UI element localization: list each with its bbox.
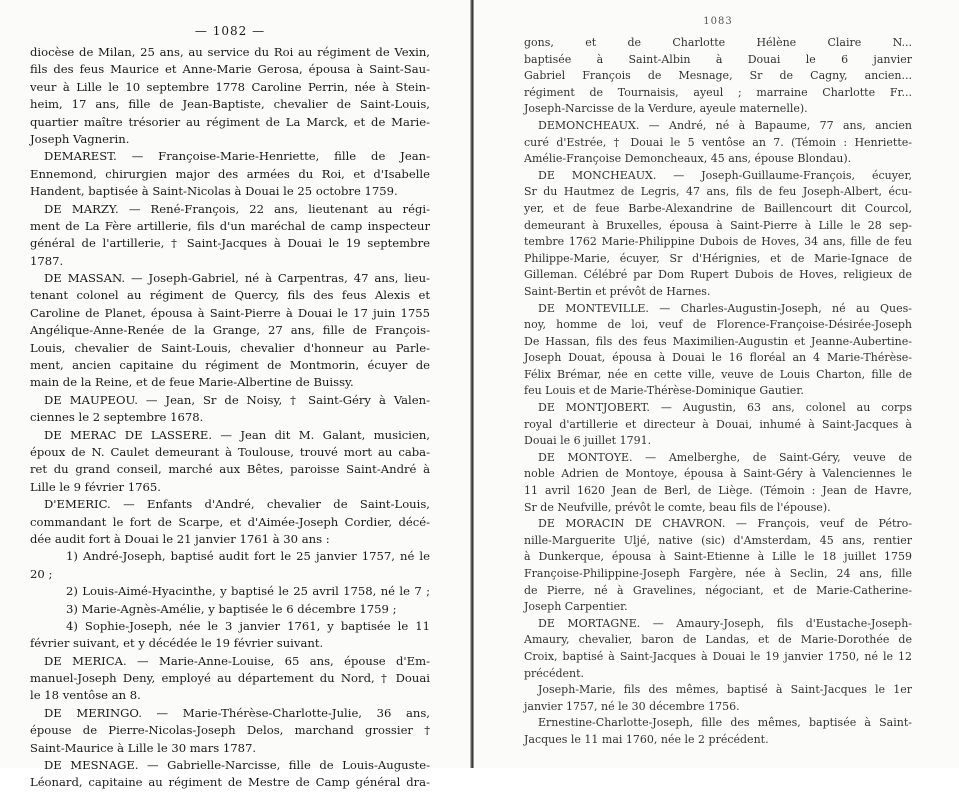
text-line: DE MONCHEAUX. — Joseph-Guillaume-François, écuyer, [538,168,912,182]
text-line: Angélique-Anne-Renée de la Grange, 27 ans, fille de François- [30,323,430,338]
text-line: diocèse de Milan, 25 ans, au service du Roi au régiment de Vexin, [30,45,430,59]
text-line: ret du grand conseil, marché aux Bêtes, paroisse Saint-André à [30,462,430,477]
text-line: Joseph-Narcisse de la Verdure, ayeule maternelle). [524,102,808,116]
text-line: Gilleman. Célébré par Dom Rupert Dubois de Hoves, religieux de [524,268,912,282]
text-line: ment, ancien capitaine du régiment de Montmorin, écuyer de [30,358,430,373]
text-line: époux de N. Caulet demeurant à Toulouse, trouvé mort au caba- [30,444,430,459]
text-line: 3) Marie-Agnès-Amélie, y baptisée le 6 décembre 1759 ; [66,601,397,616]
text-line: Joseph Vagnerin. [30,131,130,146]
text-line: DE MERINGO. — Marie-Thérèse-Charlotte-Julie, 36 ans, [44,705,430,720]
text-line: Philippe-Marie, écuyer, Sr d'Hérignies, et de Marie-Ignace de [524,251,912,265]
text-line: De Hassan, fils des feus Maximilien-Augustin et Jeanne-Aubertine- [524,334,912,348]
text-line: Jacques le 11 mai 1760, née le 2 précédent. [524,732,769,746]
text-line: fils des feus Maurice et Anne-Marie Gerosa, épousa à Saint-Sau- [30,62,430,77]
text-line: quartier maître trésorier au régiment de La Marck, et de Marie- [30,114,430,129]
text-line: dée audit fort à Douai le 21 janvier 1761 à 30 ans : [30,531,330,546]
text-line: ment de La Fère artillerie, fils d'un maréchal de camp inspecteur [30,218,430,233]
text-line: épouse de Pierre-Nicolas-Joseph Delos, marchand grossier † [30,723,430,738]
text-line: 11 avril 1620 Jean de Berl, de Liège. (Témoin : Jean de Havre, [524,484,912,498]
text-line: 2) Louis-Aimé-Hyacinthe, y baptisé le 25 avril 1758, né le 7 ; [66,584,430,599]
text-line: Ennemond, chirurgien major des armées du Roi, et d'Isabelle [30,166,430,181]
text-line: le 18 ventôse an 8. [30,688,141,703]
text-line: DE MARZY. — René-François, 22 ans, lieutenant au régi- [44,201,430,216]
text-line: Françoise-Philippine-Joseph Fargère, née à Seclin, 24 ans, fille [524,567,912,580]
text-line: noble Adrien de Montoye, épousa à Saint-Géry à Valenciennes le [524,467,912,481]
text-line: Sr du Hautmez de Legris, 47 ans, fils de feu Joseph-Albert, écu- [524,185,912,199]
text-line: Douai le 6 juillet 1791. [524,434,652,448]
text-line: DEMAREST. — Françoise-Marie-Henriette, fille de Jean- [44,149,430,164]
text-line: curé d'Estrée, † Douai le 5 ventôse an 7. (Témoin : Henriette- [524,135,912,149]
text-line: veur à Lille le 10 septembre 1778 Caroline Perrin, née à Stein- [30,79,430,94]
text-line: DE MORTAGNE. — Amaury-Joseph, fils d'Eustache-Joseph- [538,616,912,630]
text-line: Louis, chevalier de Saint-Louis, chevalier d'honneur au Parle- [30,340,430,355]
text-line: DE MONTEVILLE. — Charles-Augustin-Joseph, né au Ques- [538,301,912,315]
left-page-number: — 1082 — [194,24,266,38]
text-line: main de la Reine, et de feue Marie-Albertine de Buissy. [30,375,354,390]
text-line: Amaury, chevalier, baron de Landas, et de Marie-Dorothée de [524,633,912,647]
text-line: 4) Sophie-Joseph, née le 3 janvier 1761, y baptisée le 11 [66,618,430,633]
text-line: Joseph-Marie, fils des mêmes, baptisé à Saint-Jacques le 1er [538,683,912,697]
text-line: Amélie-Françoise Demoncheaux, 45 ans, épouse Blondau). [524,152,852,166]
text-line: tembre 1762 Marie-Philippine Dubois de Hoves, 34 ans, fille de feu [524,235,912,249]
text-line: précédent. [524,666,585,680]
right-page [524,0,912,768]
text-line: noy, homme de loi, veuf de Florence-Françoise-Désirée-Joseph [524,318,912,332]
text-line: DE MORACIN DE CHAVRON. — François, veuf de Pétro- [538,517,912,531]
text-line: ciennes le 2 septembre 1678. [30,410,204,425]
text-line: gons, et de Charlotte Hélène Claire N... [524,36,912,49]
text-line: heim, 17 ans, fille de Jean-Baptiste, chevalier de Saint-Louis, [30,97,430,112]
text-line: Sr de Neufville, prévôt le comte, beau fils de l'épouse). [524,500,831,514]
text-line: royal d'artillerie et directeur à Douai, inhumé à Saint-Jacques à [524,417,912,431]
text-line: D'EMERIC. — Enfants d'André, chevalier de Saint-Louis, [44,497,430,512]
text-line: 1) André-Joseph, baptisé audit fort le 25 janvier 1757, né le [66,549,430,564]
text-line: à Dunkerque, épousa à Saint-Etienne à Lille le 18 juillet 1759 [524,550,912,564]
text-line: DE MAUPEOU. — Jean, Sr de Noisy, † Saint-Géry à Valen- [44,392,430,407]
text-line: Léonard, capitaine au régiment de Mestre de Camp général dra- [30,775,430,790]
text-line: 1787. [30,253,64,268]
text-line: Félix Brémar, née en cette ville, veuve de Louis Charton, fille de [524,367,912,381]
text-line: de Pierre, né à Gravelines, négociant, et de Marie-Catherine- [524,583,912,597]
left-page-text [30,44,430,792]
text-line: janvier 1757, né le 30 décembre 1756. [524,699,740,713]
text-line: Handent, baptisée à Saint-Nicolas à Douai le 25 octobre 1759. [30,184,398,199]
text-line: Ernestine-Charlotte-Joseph, fille des mêmes, baptisée à Saint- [538,716,912,730]
text-line: février suivant, et y décédée le 19 février suivant. [30,636,324,651]
text-line: DE MONTJOBERT. — Augustin, 63 ans, colonel au corps [538,401,912,415]
text-line: demeurant à Bruxelles, épousa à Saint-Pierre à Lille le 28 sep- [524,218,912,232]
text-line: DEMONCHEAUX. — André, né à Bapaume, 77 ans, ancien [538,118,912,132]
left-page [30,0,430,790]
text-line: Lille le 9 février 1765. [30,479,161,494]
text-line: baptisée à Saint-Albin à Douai le 6 janvier [524,52,912,66]
text-line: tenant colonel au régiment de Quercy, fils des feus Alexis et [30,288,430,303]
text-line: DE MASSAN. — Joseph-Gabriel, né à Carpentras, 47 ans, lieu- [44,271,430,286]
book-gutter [470,0,474,768]
right-page-number: 1083 [703,16,733,27]
text-line: Caroline de Planet, épousa à Saint-Pierre à Douai le 17 juin 1755 [30,305,430,320]
text-line: général de l'artillerie, † Saint-Jacques à Douai le 19 septembre [30,236,430,251]
text-line: DE MERICA. — Marie-Anne-Louise, 65 ans, épouse d'Em- [44,653,430,668]
text-line: DE MONTOYE. — Amelberghe, de Saint-Géry, veuve de [538,450,912,464]
text-line: nille-Marguerite Uljé, native (sic) d'Amsterdam, 45 ans, rentier [524,533,912,547]
text-line: yer, et de feue Barbe-Alexandrine de Baillencourt dit Courcol, [524,201,912,215]
text-line: DE MESNAGE. — Gabrielle-Narcisse, fille de Louis-Auguste- [44,758,430,773]
text-line: manuel-Joseph Deny, employé au département du Nord, † Douai [30,671,430,686]
right-page-text [524,35,912,749]
text-line: feu Louis et de Marie-Thérèse-Dominique Gautier. [524,384,804,398]
text-line: Gabriel François de Mesnage, Sr de Cagny, ancien... [524,69,912,83]
text-line: Joseph Douat, épousa à Douai le 16 floréal an 4 Marie-Thérèse- [524,351,912,365]
text-line: DE MERAC DE LASSERE. — Jean dit M. Galant, musicien, [44,427,430,442]
text-line: Saint-Maurice à Lille le 30 mars 1787. [30,740,257,755]
text-line: Saint-Bertin et prévôt de Harnes. [524,284,711,298]
text-line: Joseph Carpentier. [524,600,628,614]
text-line: commandant le fort de Scarpe, et d'Aimée-Joseph Cordier, décé- [30,514,430,529]
text-line: 20 ; [30,566,53,581]
text-line: Croix, baptisé à Saint-Jacques à Douai le 19 janvier 1750, né le 12 [524,649,912,663]
text-line: régiment de Tournaisis, ayeul ; marraine Charlotte Fr... [524,85,912,99]
